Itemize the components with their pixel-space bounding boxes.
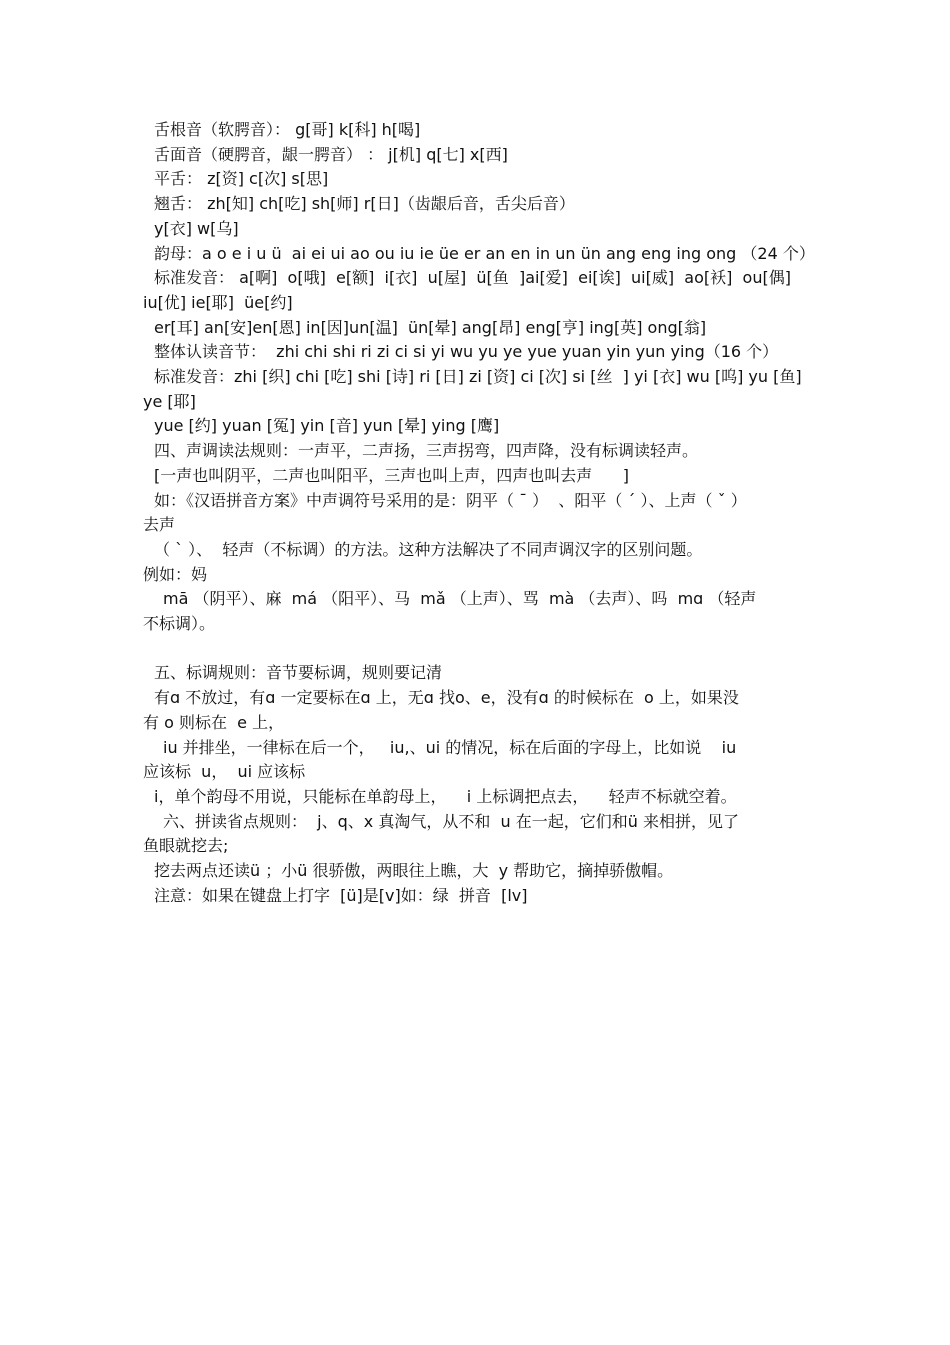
text-line: 标准发音： a[啊] o[哦] e[额] i[衣] u[屋] ü[鱼 ]ai[爱] ei[诶] ui[威] ao[袄] ou[偶] [154, 268, 791, 288]
text-line: [一声也叫阴平，二声也叫阳平，三声也叫上声，四声也叫去声 ] [154, 465, 630, 485]
text-line: ye [耶] [143, 391, 196, 411]
text-line: 注意：如果在键盘上打字 [ü]是[v]如：绿 拼音 [lv] [154, 885, 528, 905]
text-line: 平舌： z[资] c[次] s[思] [154, 169, 329, 189]
text-line: 四、声调读法规则：一声平，二声扬，三声拐弯，四声降，没有标调读轻声。 [154, 441, 699, 461]
text-line: y[衣] w[乌] [154, 218, 239, 238]
text-line: 翘舌： zh[知] ch[吃] sh[师] r[日]（齿龈后音，舌尖后音） [154, 194, 575, 214]
text-line: mā （阴平）、麻 má （阳平）、马 mǎ （上声）、骂 mà （去声）、吗 mɑ （轻声 [163, 589, 757, 609]
text-line: iu[优] ie[耶] üe[约] [143, 292, 293, 312]
text-line: 舌根音（软腭音）： g[哥] k[科] h[喝] [154, 120, 421, 139]
text-line: 应该标 u， ui 应该标 [143, 762, 306, 782]
text-line: （ ˋ ）、 轻声（不标调）的方法。这种方法解决了不同声调汉字的区别问题。 [154, 539, 703, 559]
text-line: iu 并排坐，一律标在后一个， iu,、ui 的情况，标在后面的字母上，比如说 iu [163, 737, 737, 757]
text-line: 去声 [143, 515, 176, 535]
text-line: 韵母：a o e i u ü ai ei ui ao ou iu ie üe er an en in un ün ang eng ing ong （24 个） [154, 243, 815, 263]
text-line: i，单个韵母不用说，只能标在单韵母上， i 上标调把点去， 轻声不标就空着。 [154, 786, 737, 806]
text-line: 五、标调规则：音节要标调，规则要记清 [154, 663, 443, 683]
text-line: 不标调）。 [143, 614, 216, 634]
text-line: yue [约] yuan [冤] yin [音] yun [晕] ying [鹰] [154, 416, 500, 436]
text-line: 如：《汉语拼音方案》中声调符号采用的是：阴平（ ˉ ） 、阳平（ ˊ ）、上声（ ˇ ） [154, 490, 747, 510]
text-line: er[耳] an[安]en[恩] in[因]un[温] ün[晕] ang[昂] eng[亨] ing[英] ong[翁] [154, 317, 707, 337]
text-line: 例如：妈 [143, 564, 208, 584]
text-line: 标准发音：zhi [织] chi [吃] shi [诗] ri [日] zi [资] ci [次] si [丝 ] yi [衣] wu [呜] yu [鱼] [154, 367, 802, 387]
text-line: 有ɑ 不放过，有ɑ 一定要标在ɑ 上，无ɑ 找o、e，没有ɑ 的时候标在 o 上，如果没 [154, 688, 739, 708]
document-body [143, 118, 815, 908]
text-line: 舌面音（硬腭音，龈一腭音） ： j[机] q[七] x[西] [154, 144, 508, 164]
text-line: 有 o 则标在 e 上， [143, 712, 285, 732]
text-line: 整体认读音节： zhi chi shi ri zi ci si yi wu yu ye yue yuan yin yun ying（16 个） [154, 342, 779, 362]
blank-line [143, 637, 815, 662]
text-line: 挖去两点还读ü ；小ü 很骄傲，两眼往上瞧，大 y 帮助它，摘掉骄傲帽。 [154, 861, 674, 881]
text-line: 六、拼读省点规则： j、q、x 真淘气，从不和 u 在一起，它们和ü 来相拼，见了 [163, 811, 739, 831]
text-line: 鱼眼就挖去; [143, 836, 229, 856]
